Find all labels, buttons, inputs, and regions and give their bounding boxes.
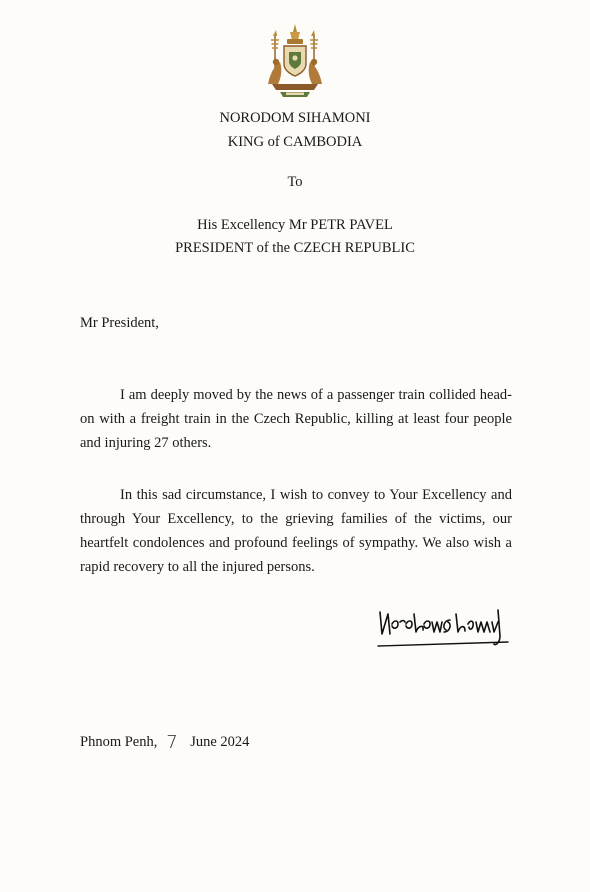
closing-month-year: June 2024: [190, 734, 250, 750]
closing-place: Phnom Penh,: [80, 734, 158, 750]
body-paragraph-2: In this sad circumstance, I wish to convey to Your Excellency and through Your Excellency, to the grieving families of the victims, our heartfelt condolences and profound feelings of sympathy. We also wish a rapid recovery to all the injured persons.: [80, 487, 512, 575]
sender-name: NORODOM SIHAMONI: [219, 110, 371, 126]
to-label: To: [287, 174, 303, 190]
closing-line: [80, 730, 249, 751]
recipient-name: His Excellency Mr PETR PAVEL: [197, 217, 393, 233]
royal-arms-icon: [262, 22, 328, 100]
signature-icon: [376, 600, 514, 652]
sender-title: KING of CAMBODIA: [227, 134, 363, 150]
salutation: Mr President,: [80, 315, 159, 331]
body-paragraph-1: I am deeply moved by the news of a passenger train collided head-on with a freight train in the Czech Republic, killing at least four people and injuring 27 others.: [80, 387, 512, 451]
recipient-title: PRESIDENT of the CZECH REPUBLIC: [175, 240, 415, 256]
closing-day: 7: [166, 732, 178, 753]
